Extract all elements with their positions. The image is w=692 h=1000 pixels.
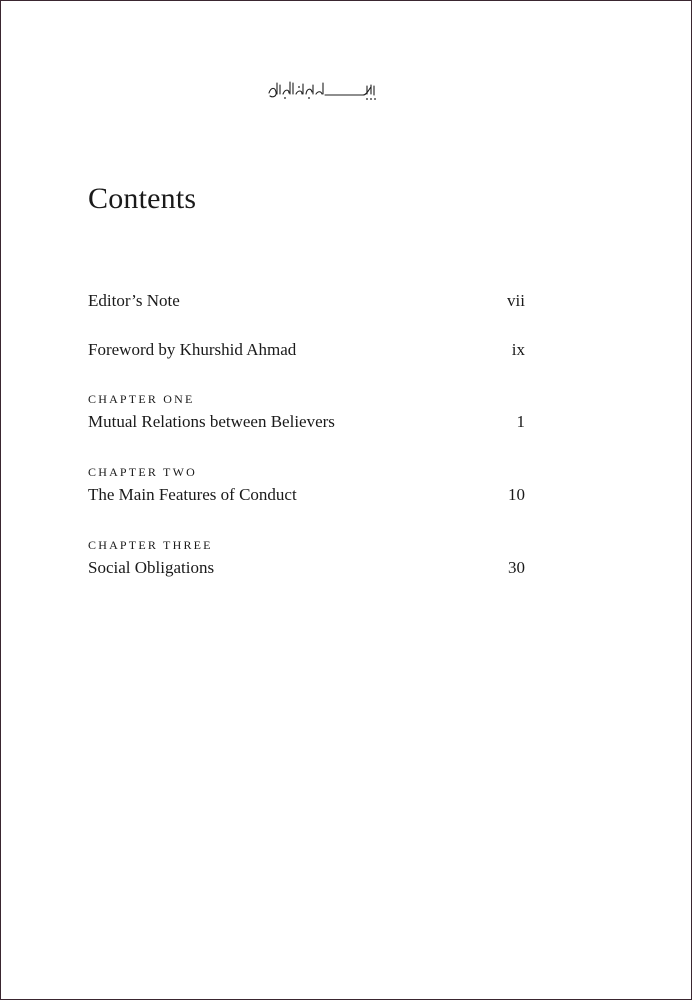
toc-entry-chapter-one[interactable] — [88, 412, 525, 434]
toc-entry-chapter-three[interactable] — [88, 558, 525, 580]
bismillah-calligraphy-icon — [263, 77, 381, 103]
toc-entry-foreword[interactable] — [88, 340, 525, 362]
toc-entry-title: Social Obligations — [88, 558, 215, 577]
toc-entry-page-number: 10 — [508, 485, 525, 504]
toc-entry-title: Foreword by Khurshid Ahmad — [88, 340, 297, 359]
chapter-label: CHAPTER THREE — [88, 538, 213, 552]
toc-entry-page-number: 1 — [516, 412, 525, 431]
toc-entry-page-number: ix — [511, 340, 525, 359]
toc-entry-page-number: vii — [507, 291, 525, 310]
page-title: Contents — [88, 182, 197, 215]
toc-entry-title: The Main Features of Conduct — [88, 485, 297, 504]
toc-entry-title: Editor’s Note — [88, 291, 180, 310]
toc-entry-editors-note[interactable] — [88, 291, 525, 313]
toc-entry-chapter-two[interactable] — [88, 485, 525, 507]
chapter-label: CHAPTER TWO — [88, 465, 197, 479]
toc-entry-title: Mutual Relations between Believers — [88, 412, 335, 431]
toc-entry-page-number: 30 — [508, 558, 525, 577]
chapter-label: CHAPTER ONE — [88, 392, 195, 406]
